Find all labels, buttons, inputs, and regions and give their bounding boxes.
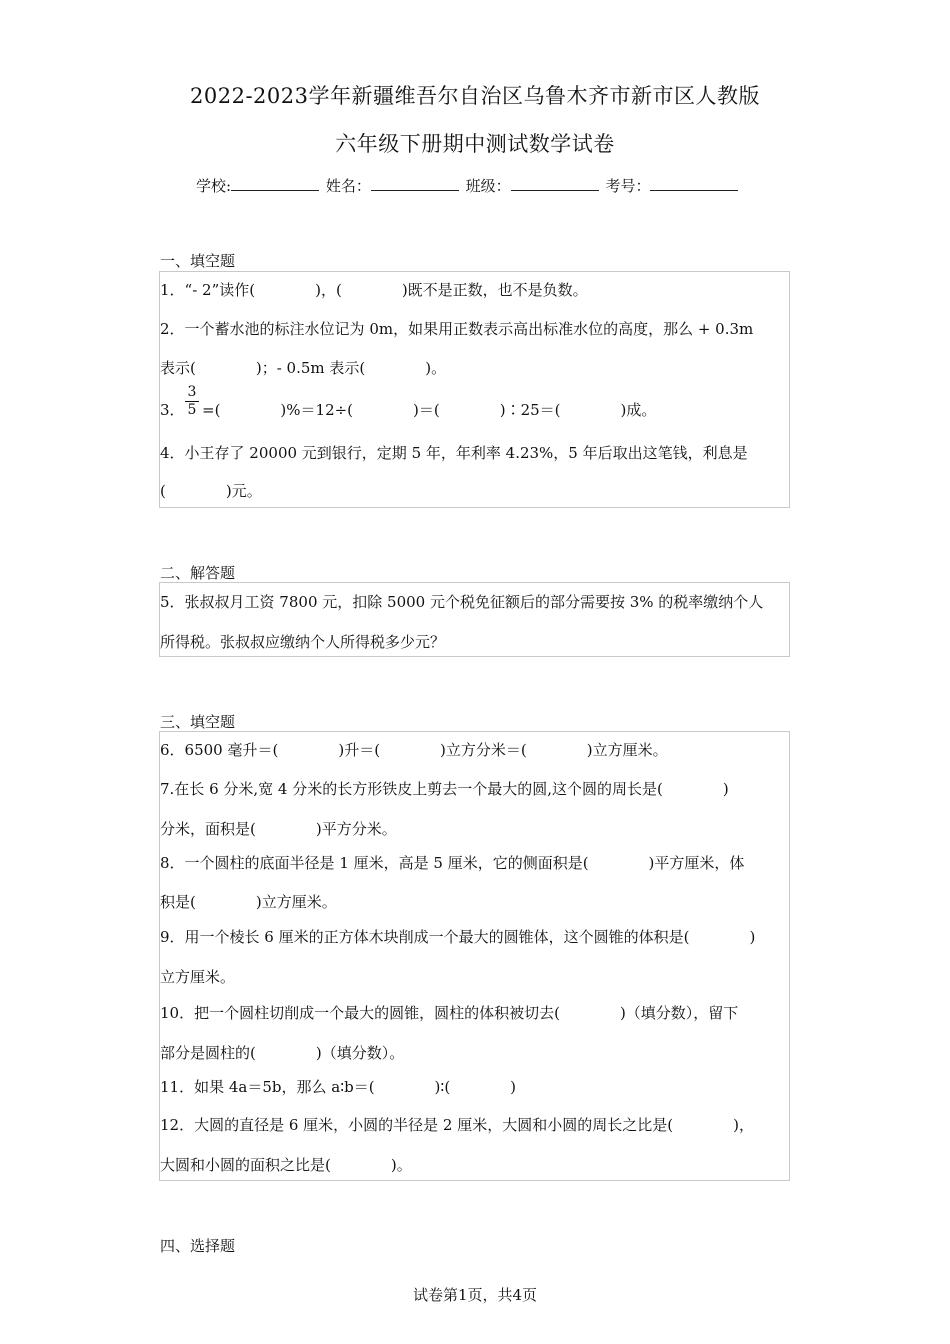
fraction-three-fifths xyxy=(185,385,199,418)
exam-title-line1: 2022-2023学年新疆维吾尔自治区乌鲁木齐市新市区人教版 xyxy=(190,84,760,108)
section-box-1 xyxy=(159,271,790,508)
page-footer: 试卷第1页，共4页 xyxy=(412,1286,538,1304)
section-heading-4: 四、选择题 xyxy=(160,1237,236,1255)
blank-class[interactable] xyxy=(511,176,599,191)
question-line: 所得税。张叔叔应缴纳个人所得税多少元？ xyxy=(160,633,446,651)
fraction-numerator: 3 xyxy=(187,384,197,400)
section-box-3 xyxy=(159,731,790,1181)
question-line: 3． xyxy=(160,401,185,419)
blank-exam-number[interactable] xyxy=(650,176,738,191)
question-line: 7.在长 6 分米,宽 4 分米的长方形铁皮上剪去一个最大的圆,这个圆的周长是( ) xyxy=(160,780,729,798)
section-heading-2: 二、解答题 xyxy=(160,564,236,582)
question-line: 9．用一个棱长 6 厘米的正方体木块削成一个最大的圆锥体，这个圆锥的体积是( ) xyxy=(160,928,756,946)
question-line: 大圆和小圆的面积之比是( )。 xyxy=(160,1156,412,1174)
question-line: 6．6500 毫升＝( )升＝( )立方分米＝( )立方厘米。 xyxy=(160,741,668,759)
question-line: 1．“- 2”读作( )，( )既不是正数，也不是负数。 xyxy=(160,281,588,299)
question-line: 4．小王存了 20000 元到银行，定期 5 年，年利率 4.23%，5 年后取出这笔钱，利息是 xyxy=(160,444,748,462)
field-label-exam-number: 考号： xyxy=(605,177,651,195)
question-line: 表示( )；- 0.5m 表示( )。 xyxy=(160,359,447,377)
blank-school[interactable] xyxy=(231,176,319,191)
student-info-fields xyxy=(196,175,740,196)
field-label-school: 学校: xyxy=(196,177,232,195)
exam-title-line2: 六年级下册期中测试数学试卷 xyxy=(335,132,615,156)
question-line: 立方厘米。 xyxy=(160,968,236,986)
blank-name[interactable] xyxy=(371,176,459,191)
fraction-denominator: 5 xyxy=(187,402,197,418)
question-line: 2．一个蓄水池的标注水位记为 0m，如果用正数表示高出标准水位的高度，那么 + 0.3m xyxy=(160,320,754,338)
section-heading-3: 三、填空题 xyxy=(160,713,236,731)
question-line: 8．一个圆柱的底面半径是 1 厘米，高是 5 厘米，它的侧面积是( )平方厘米，体 xyxy=(160,854,745,872)
question-line: 部分是圆柱的( )（填分数）。 xyxy=(160,1044,405,1062)
question-line: 12．大圆的直径是 6 厘米，小圆的半径是 2 厘米，大圆和小圆的周长之比是( )， xyxy=(160,1116,754,1134)
question-line: 分米，面积是( )平方分米。 xyxy=(160,820,397,838)
section-heading-1: 一、填空题 xyxy=(160,252,236,270)
question-line: 10．把一个圆柱切削成一个最大的圆锥，圆柱的体积被切去( )（填分数），留下 xyxy=(160,1004,739,1022)
section-box-2 xyxy=(159,582,790,657)
question-line: 11．如果 4a＝5b，那么 a∶b＝( )∶( ) xyxy=(160,1078,517,1096)
field-label-name: 姓名： xyxy=(325,177,371,195)
question-line: =( )%＝12÷( )＝( )∶25＝( )成。 xyxy=(202,401,657,419)
field-label-class: 班级： xyxy=(465,177,511,195)
question-line: ( )元。 xyxy=(160,482,262,500)
question-line: 5．张叔叔月工资 7800 元，扣除 5000 元个税免征额后的部分需要按 3% 的税率缴纳个人 xyxy=(160,593,764,611)
question-line: 积是( )立方厘米。 xyxy=(160,893,337,911)
